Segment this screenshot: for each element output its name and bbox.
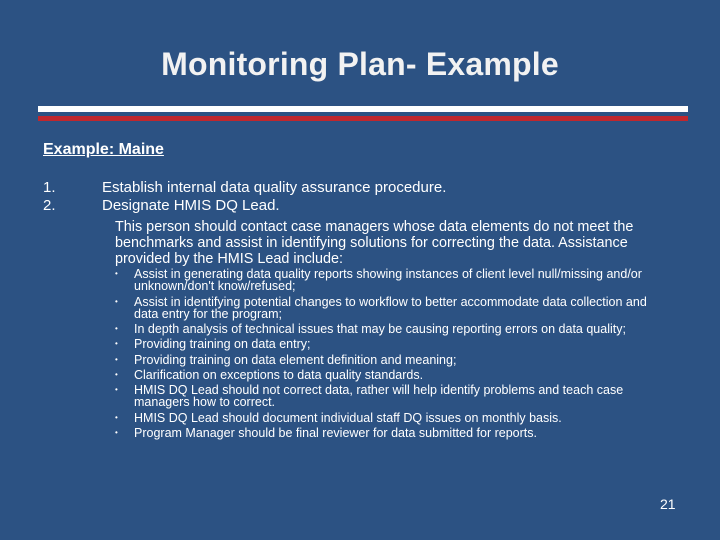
- bullet-text: Providing training on data element definition and meaning;: [134, 352, 457, 367]
- example-heading: Example: Maine: [43, 141, 164, 158]
- bullet-item: [114, 384, 674, 409]
- bullet-icon: •: [115, 369, 118, 379]
- bullet-icon: •: [115, 354, 118, 364]
- title-divider-red: [38, 116, 688, 121]
- bullet-item: [114, 354, 674, 366]
- bullet-item: [114, 369, 674, 381]
- item-number: 1.: [43, 179, 56, 196]
- bullet-icon: •: [115, 412, 118, 422]
- bullet-text: Providing training on data entry;: [134, 337, 311, 352]
- bullet-icon: •: [115, 339, 118, 349]
- item-number: 2.: [43, 197, 56, 214]
- bullet-text: HMIS DQ Lead should document individual staff DQ issues on monthly basis.: [134, 410, 562, 425]
- bullet-item: [114, 412, 674, 424]
- bullet-item: [114, 338, 674, 350]
- bullet-text: Clarification on exceptions to data quality standards.: [134, 367, 424, 382]
- bullet-icon: •: [115, 385, 118, 395]
- bullet-icon: •: [115, 427, 118, 437]
- bullet-icon: •: [115, 296, 118, 306]
- bullet-icon: •: [115, 269, 118, 278]
- bullet-text: HMIS DQ Lead should not correct data, rather will help identify problems and teach case managers how to correct.: [134, 383, 624, 410]
- numbered-list: [43, 179, 683, 215]
- bullet-item: [114, 296, 674, 321]
- numbered-item: [43, 197, 683, 215]
- bullet-item: [114, 268, 674, 293]
- page-number: 21: [660, 496, 676, 512]
- bullet-item: [114, 323, 674, 335]
- bullet-text: Assist in generating data quality reports showing instances of client level null/missing and/or unknown/don't know/refused;: [134, 267, 642, 294]
- numbered-item: [43, 179, 683, 197]
- bullet-icon: •: [115, 324, 118, 334]
- bullet-text: Assist in identifying potential changes to workflow to better accommodate data collection and data entry for the program;: [134, 294, 647, 322]
- slide-title: Monitoring Plan- Example: [161, 46, 559, 82]
- dq-lead-description: This person should contact case managers whose data elements do not meet the benchmarks and assist in identifying solutions for correcting the data. Assistance provided by the HMIS Lead include:: [115, 219, 634, 267]
- item-text: Designate HMIS DQ Lead.: [102, 197, 280, 214]
- item-text: Establish internal data quality assurance procedure.: [102, 179, 447, 196]
- title-divider-white: [38, 106, 688, 112]
- assistance-bullet-list: [114, 268, 674, 442]
- bullet-text: In depth analysis of technical issues that may be causing reporting errors on data quality;: [134, 322, 626, 337]
- bullet-text: Program Manager should be final reviewer for data submitted for reports.: [134, 425, 537, 440]
- bullet-item: [114, 427, 674, 439]
